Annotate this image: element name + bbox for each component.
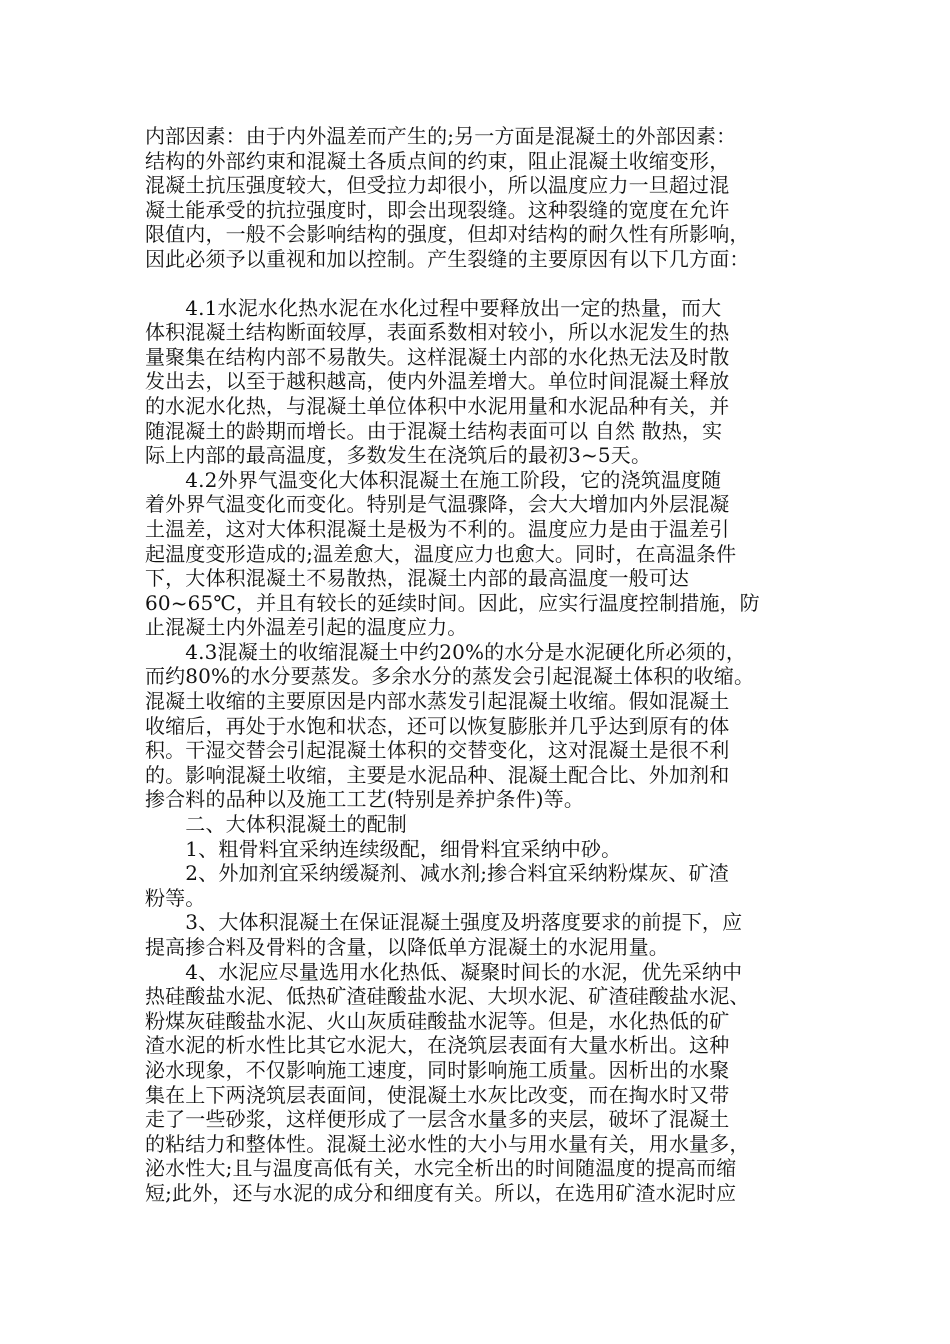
text-line: 4.3混凝土的收缩混凝土中约20%的水分是水泥硬化所必须的， [145, 639, 747, 664]
text-line: 提高掺合料及骨料的含量，以降低单方混凝土的水泥用量。 [145, 935, 669, 959]
text-line: 1、粗骨料宜采纳连续级配，细骨料宜采纳中砂。 [145, 836, 622, 861]
text-line: 4.1水泥水化热水泥在水化过程中要释放出一定的热量，而大 [145, 295, 722, 320]
text-line: 掺合料的品种以及施工工艺(特别是养护条件)等。 [145, 787, 585, 812]
text-line: 限值内，一般不会影响结构的强度，但却对结构的耐久性有所影响， [145, 222, 750, 247]
text-line: 混凝土抗压强度较大，但受拉力却很小，所以温度应力一旦超过混 [145, 173, 730, 198]
text-line: 发出去，以至于越积越高，使内外温差增大。单位时间混凝土释放 [145, 369, 730, 394]
text-line: 结构的外部约束和混凝土各质点间的约束，阻止混凝土收缩变形， [145, 148, 730, 173]
text-line: 粉煤灰硅酸盐水泥、火山灰质硅酸盐水泥等。但是，水化热低的矿 [145, 1008, 730, 1033]
text-line: 走了一些砂浆，这样便形成了一层含水量多的夹层，破坏了混凝土 [145, 1107, 730, 1132]
text-line: 4、水泥应尽量选用水化热低、凝聚时间长的水泥，优先采纳中 [145, 959, 743, 984]
text-line: 量聚集在结构内部不易散失。这样混凝土内部的水化热无法及时散 [145, 344, 730, 369]
paragraph-block-1 [145, 124, 813, 272]
text-line: 的粘结力和整体性。混凝土泌水性的大小与用水量有关，用水量多， [145, 1131, 750, 1156]
paragraph-block-2 [145, 296, 813, 1206]
text-line: 短;此外，还与水泥的成分和细度有关。所以，在选用矿渣水泥时应 [145, 1180, 737, 1205]
text-line: 热硅酸盐水泥、低热矿渣硅酸盐水泥、大坝水泥、矿渣硅酸盐水泥、 [145, 984, 750, 1009]
paragraph-gap [145, 272, 813, 296]
text-line: 收缩后，再处于水饱和状态，还可以恢复膨胀并几乎达到原有的体 [145, 713, 730, 738]
section-heading: 二、大体积混凝土的配制 [145, 812, 407, 837]
text-line: 2、外加剂宜采纳缓凝剂、减水剂;掺合料宜采纳粉煤灰、矿渣 [145, 861, 729, 886]
text-line: 粉等。 [145, 885, 206, 910]
text-line: 着外界气温变化而变化。特别是气温骤降，会大大增加内外层混凝 [145, 492, 730, 517]
text-line: 混凝土收缩的主要原因是内部水蒸发引起混凝土收缩。假如混凝土 [145, 689, 730, 714]
text-line: 随混凝土的龄期而增长。由于混凝土结构表面可以 自然 散热，实 [145, 418, 723, 443]
text-line: 渣水泥的析水性比其它水泥大，在浇筑层表面有大量水析出。这种 [145, 1033, 730, 1058]
text-line: 土温差，这对大体积混凝土是极为不利的。温度应力是由于温差引 [145, 516, 730, 541]
text-line: 4.2外界气温变化大体积混凝土在施工阶段，它的浇筑温度随 [145, 467, 722, 492]
text-line: 的水泥水化热，与混凝土单位体积中水泥用量和水泥品种有关，并 [145, 393, 730, 418]
text-line: 内部因素：由于内外温差而产生的;另一方面是混凝土的外部因素： [145, 124, 737, 148]
text-line: 的。影响混凝土收缩，主要是水泥品种、混凝土配合比、外加剂和 [145, 762, 730, 787]
text-line: 集在上下两浇筑层表面间，使混凝土水灰比改变，而在掏水时又带 [145, 1082, 730, 1107]
text-line: 凝土能承受的抗拉强度时，即会出现裂缝。这种裂缝的宽度在允许 [145, 197, 730, 222]
text-line: 止混凝土内外温差引起的温度应力。 [145, 615, 468, 640]
text-line: 泌水性大;且与温度高低有关，水完全析出的时间随温度的提高而缩 [145, 1156, 737, 1181]
text-line: 起温度变形造成的;温差愈大，温度应力也愈大。同时，在高温条件 [145, 541, 737, 566]
text-line: 体积混凝土结构断面较厚，表面系数相对较小，所以水泥发生的热 [145, 320, 730, 345]
text-line: 因此必须予以重视和加以控制。产生裂缝的主要原因有以下几方面： [145, 246, 750, 271]
text-line: 积。干湿交替会引起混凝土体积的交替变化，这对混凝土是很不利 [145, 738, 730, 763]
text-line: 而约80%的水分要蒸发。多余水分的蒸发会引起混凝土体积的收缩。 [145, 664, 755, 689]
text-line: 下，大体积混凝土不易散热，混凝土内部的最高温度一般可达 [145, 566, 690, 591]
text-line: 际上内部的最高温度，多数发生在浇筑后的最初3~5天。 [145, 443, 652, 468]
document-page [145, 124, 813, 1206]
text-line: 60~65℃，并且有较长的延续时间。因此，应实行温度控制措施，防 [145, 590, 760, 615]
text-line: 泌水现象，不仅影响施工速度，同时影响施工质量。因析出的水聚 [145, 1057, 730, 1082]
text-line: 3、大体积混凝土在保证混凝土强度及坍落度要求的前提下，应 [145, 910, 743, 935]
